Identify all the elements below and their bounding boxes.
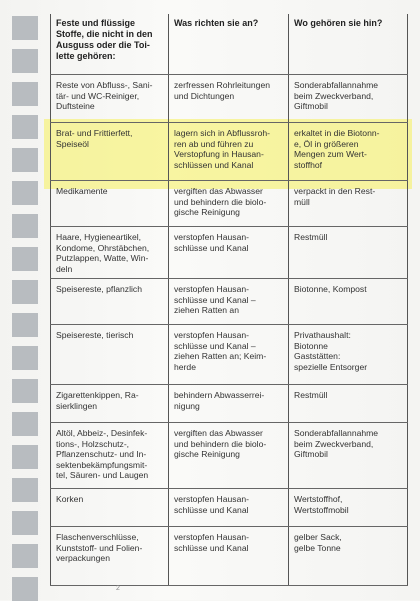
row-divider [50, 74, 408, 75]
decorative-square [12, 82, 38, 106]
substance-cell: Brat- und Frittierfett, Speiseöl [56, 128, 133, 149]
decorative-square [12, 247, 38, 271]
damage-cell: vergiften das Abwasser und behindern die biolo- gische Reinigung [174, 186, 267, 218]
disposal-cell: Sonderabfallannahme beim Zweckverband, Giftmobil [294, 428, 379, 460]
header-substances: Feste und flüssige Stoffe, die nicht in den Ausguss oder die Toi- lette gehören: [56, 18, 153, 61]
row-divider [50, 180, 408, 181]
substance-cell: Reste von Abfluss-, Sani- tär- und WC-Reiniger, Duftsteine [56, 80, 153, 112]
substance-cell: Speisereste, tierisch [56, 330, 134, 340]
substance-cell: Speisereste, pflanzlich [56, 284, 142, 294]
row-divider [50, 324, 408, 325]
row-divider [50, 384, 408, 385]
substance-cell: Zigarettenkippen, Ra- sierklingen [56, 390, 139, 411]
disposal-cell: Restmüll [294, 390, 328, 400]
row-divider [50, 526, 408, 527]
decorative-square [12, 445, 38, 469]
decorative-square [12, 280, 38, 304]
substance-cell: Flaschenverschlüsse, Kunststoff- und Folien- verpackungen [56, 532, 143, 564]
decorative-square [12, 544, 38, 568]
disposal-cell: gelber Sack, gelbe Tonne [294, 532, 342, 553]
substance-cell: Haare, Hygieneartikel, Kondome, Ohrstäbchen, Putzlappen, Watte, Win- deln [56, 232, 150, 274]
header-disposal: Wo gehören sie hin? [294, 18, 383, 28]
substance-cell: Medikamente [56, 186, 108, 196]
decorative-square [12, 49, 38, 73]
header-damage: Was richten sie an? [174, 18, 259, 28]
row-divider [50, 226, 408, 227]
disposal-cell: Sonderabfallannahme beim Zweckverband, Giftmobil [294, 80, 379, 112]
decorative-square [12, 379, 38, 403]
damage-cell: verstopfen Hausan- schlüsse und Kanal – ziehen Ratten an; Keim- herde [174, 330, 267, 372]
disposal-cell: erkaltet in die Biotonn- e, Öl in größeren Mengen zum Wert- stoffhof [294, 128, 380, 170]
damage-cell: verstopfen Hausan- schlüsse und Kanal – ziehen Ratten an [174, 284, 256, 316]
damage-cell: vergiften das Abwasser und behindern die biolo- gische Reinigung [174, 428, 267, 460]
decorative-square [12, 313, 38, 337]
damage-cell: lagern sich in Abflussroh- ren ab und führen zu Verstopfung in Hausan- schlüssen und Kanal [174, 128, 271, 170]
table-border-left [50, 14, 51, 586]
footer-mark: 2 [116, 585, 120, 592]
row-divider [50, 122, 408, 123]
disposal-cell: Restmüll [294, 232, 328, 242]
damage-cell: verstopfen Hausan- schlüsse und Kanal [174, 494, 249, 515]
decorative-square-strip [0, 0, 44, 600]
table-border-right [407, 14, 408, 586]
decorative-square [12, 115, 38, 139]
damage-cell: verstopfen Hausan- schlüsse und Kanal [174, 532, 249, 553]
disposal-cell: Biotonne, Kompost [294, 284, 367, 294]
decorative-square [12, 577, 38, 601]
disposal-cell: Wertstoffhof, Wertstoffmobil [294, 494, 349, 515]
decorative-square [12, 511, 38, 535]
decorative-square [12, 16, 38, 40]
substance-cell: Korken [56, 494, 84, 504]
damage-cell: zerfressen Rohrleitungen und Dichtungen [174, 80, 271, 101]
damage-cell: verstopfen Hausan- schlüsse und Kanal [174, 232, 249, 253]
damage-cell: behindern Abwasserrei- nigung [174, 390, 265, 411]
column-divider-2 [288, 14, 289, 586]
row-divider [50, 488, 408, 489]
disposal-table [50, 14, 408, 586]
decorative-square [12, 412, 38, 436]
decorative-square [12, 148, 38, 172]
decorative-square [12, 181, 38, 205]
table-border-bottom [50, 585, 408, 586]
decorative-square [12, 478, 38, 502]
substance-cell: Altöl, Abbeiz-, Desinfek- tions-, Holzschutz-, Pflanzenschutz- und In- sektenbekämpfungsmit- tel, Säuren- und Laugen [56, 428, 149, 481]
row-divider [50, 422, 408, 423]
decorative-square [12, 214, 38, 238]
row-divider [50, 278, 408, 279]
column-divider-1 [168, 14, 169, 586]
disposal-cell: verpackt in den Rest- müll [294, 186, 376, 207]
decorative-square [12, 346, 38, 370]
disposal-cell: Privathaushalt: Biotonne Gaststätten: spezielle Entsorger [294, 330, 368, 372]
